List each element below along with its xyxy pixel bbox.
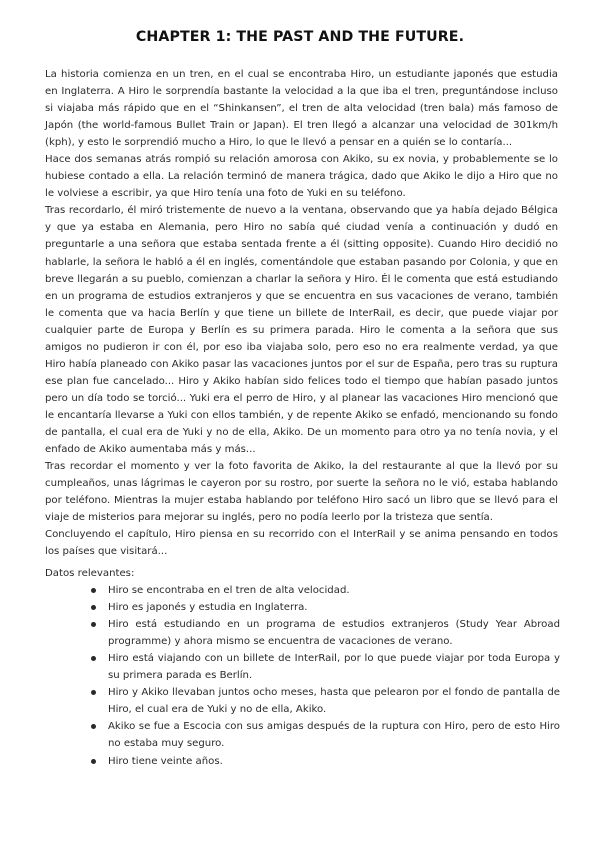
key-facts-heading: Datos relevantes: <box>45 568 135 579</box>
bullet-icon <box>91 690 96 695</box>
bullet-icon <box>91 622 96 627</box>
list-item <box>45 582 560 599</box>
story-body <box>45 66 558 560</box>
bullet-icon <box>91 724 96 729</box>
list-item-text: Hiro está estudiando en un programa de estudios extranjeros (Study Year Abroad programme) y ahora mismo se encuentra de vacaciones de verano. <box>108 619 560 648</box>
list-item-text: Hiro está viajando con un billete de InterRail, por lo que puede viajar por toda Europa y su primera parada es Berlín. <box>108 653 560 682</box>
chapter-title: CHAPTER 1: THE PAST AND THE FUTURE. <box>135 29 465 45</box>
list-item <box>45 753 560 770</box>
list-item-text: Hiro tiene veinte años. <box>108 755 223 767</box>
paragraph: Hace dos semanas atrás rompió su relación amorosa con Akiko, su ex novia, y probablemente se lo hubiese contado a ella. La relación terminó de manera trágica, dado que Akiko le dijo a Hiro que no le volviese a escribir, ya que Hiro tenía una foto de Yuki en su teléfono. <box>45 154 558 200</box>
list-item <box>45 616 560 650</box>
bullet-icon <box>91 656 96 661</box>
list-item <box>45 650 560 684</box>
list-item <box>45 599 560 616</box>
bullet-icon <box>91 588 96 593</box>
paragraph: Concluyendo el capítulo, Hiro piensa en su recorrido con el InterRail y se anima pensando en todos los países que visitará... <box>45 529 558 558</box>
list-item-text: Akiko se fue a Escocia con sus amigas después de la ruptura con Hiro, pero de esto Hiro no estaba muy seguro. <box>108 721 560 750</box>
key-facts-list <box>45 582 560 770</box>
paragraph: Tras recordarlo, él miró tristemente de nuevo a la ventana, observando que ya había dejado Bélgica y que ya estaba en Alemania, pero Hiro no sabía qué ciudad venía a continuación y dudó en preguntarle a una señora que estaba sentada frente a él (sitting opposite). Cuando Hiro decidió no hablarle, la señora le habló a él en inglés, comentándole que estaban pasando por Colonia, y que en breve llegarán a su pueblo, comienzan a charlar la señora y Hiro. Él le comenta que está estudiando en un programa de estudios extranjeros y que se encuentra en sus vacaciones de verano, también le comenta que va hacia Berlín y que tiene un billete de InterRail, es decir, que puede viajar por cualquier parte de Europa y Berlín es su primera parada. Hiro le comenta a la señora que sus amigos no pudieron ir con él, por eso iba viajaba solo, pero eso no era realmente verdad, ya que Hiro había planeado con Akiko pasar las vacaciones juntos por el sur de España, pero tras su ruptura ese plan fue cancelado... Hiro y Akiko habían sido felices todo el tiempo que habían pasado juntos pero un día todo se torció... Yuki era el perro de Hiro, y al planear las vacaciones Hiro mencionó que le encantaría llevarse a Yuki con ellos también, y de repente Akiko se enfadó, mencionando su fondo de pantalla, el cual era de Yuki y no de ella, Akiko. De un momento para otro ya no tenía novia, y el enfado de Akiko aumentaba más y más... <box>45 205 558 456</box>
paragraph: Tras recordar el momento y ver la foto favorita de Akiko, la del restaurante al que la llevó por su cumpleaños, unas lágrimas le cayeron por su rostro, por suerte la señora no le vió, estaba hablando por teléfono. Mientras la mujer estaba hablando por teléfono Hiro sacó un libro que se llevó para el viaje de misterios para mejorar su inglés, pero no podía leerlo por la tristeza que sentía. <box>45 461 558 524</box>
key-facts-section <box>45 565 560 770</box>
list-item-text: Hiro se encontraba en el tren de alta velocidad. <box>108 585 350 597</box>
list-item-text: Hiro es japonés y estudia en Inglaterra. <box>108 602 308 614</box>
list-item <box>45 718 560 752</box>
paragraph: La historia comienza en un tren, en el cual se encontraba Hiro, un estudiante japonés que estudia en Inglaterra. A Hiro le sorprendía bastante la velocidad a la que iba el tren, preguntándose incluso si viajaba más rápido que en el “Shinkansen”, el tren de alta velocidad (tren bala) más famoso de Japón (the world-famous Bullet Train or Japan). El tren llegó a alcanzar una velocidad de 301km/h (kph), y esto le sorprendió mucho a Hiro, lo que le llevó a pensar en a quién se lo contaría... <box>45 69 558 149</box>
list-item <box>45 684 560 718</box>
list-item-text: Hiro y Akiko llevaban juntos ocho meses, hasta que pelearon por el fondo de pantalla de Hiro, el cual era de Yuki y no de ella, Akiko. <box>108 687 560 716</box>
bullet-icon <box>91 759 96 764</box>
bullet-icon <box>91 605 96 610</box>
